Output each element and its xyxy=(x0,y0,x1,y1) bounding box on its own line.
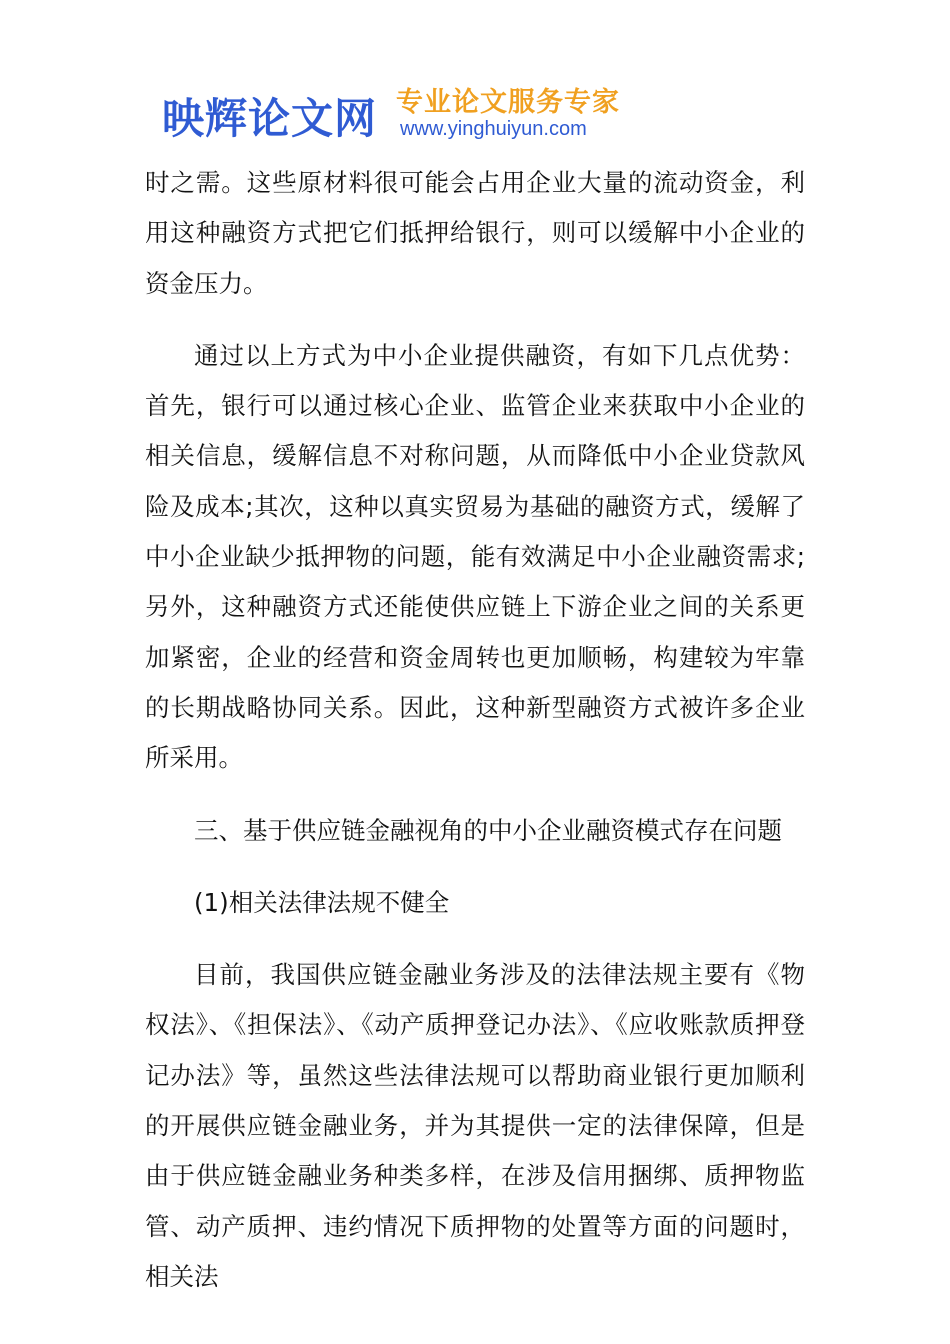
paragraph-continued: 时之需。这些原材料很可能会占用企业大量的流动资金，利用这种融资方式把它们抵押给银行，则可以缓解中小企业的资金压力。 xyxy=(145,168,805,298)
site-url: www.yinghuiyun.com xyxy=(400,118,587,140)
paragraph-laws: 目前，我国供应链金融业务涉及的法律法规主要有《物权法》、《担保法》、《动产质押登记办法》、《应收账款质押登记办法》等，虽然这些法律法规可以帮助商业银行更加顺利的开展供应链金融业务，并为其提供一定的法律保障，但是由于供应链金融业务种类多样，在涉及信用捆绑、质押物监管、动产质押、违约情况下质押物的处置等方面的问题时，相关法 xyxy=(145,960,805,1291)
site-logo: 映辉论文网 xyxy=(162,94,378,143)
section-heading: 三、基于供应链金融视角的中小企业融资模式存在问题 xyxy=(194,815,782,845)
paragraph-advantages: 通过以上方式为中小企业提供融资，有如下几点优势：首先，银行可以通过核心企业、监管企业来获取中小企业的相关信息，缓解信息不对称问题，从而降低中小企业贷款风险及成本;其次，这种以真实贸易为基础的融资方式，缓解了中小企业缺少抵押物的问题，能有效满足中小企业融资需求;另外，这种融资方式还能使供应链上下游企业之间的关系更加紧密，企业的经营和资金周转也更加顺畅，构建较为牢靠的长期战略协同关系。因此，这种新型融资方式被许多企业所采用。 xyxy=(145,340,805,773)
document-body xyxy=(145,158,805,1324)
site-header xyxy=(160,80,800,148)
site-tagline: 专业论文服务专家 xyxy=(396,87,620,118)
subsection-heading: (1)相关法律法规不健全 xyxy=(194,887,450,917)
